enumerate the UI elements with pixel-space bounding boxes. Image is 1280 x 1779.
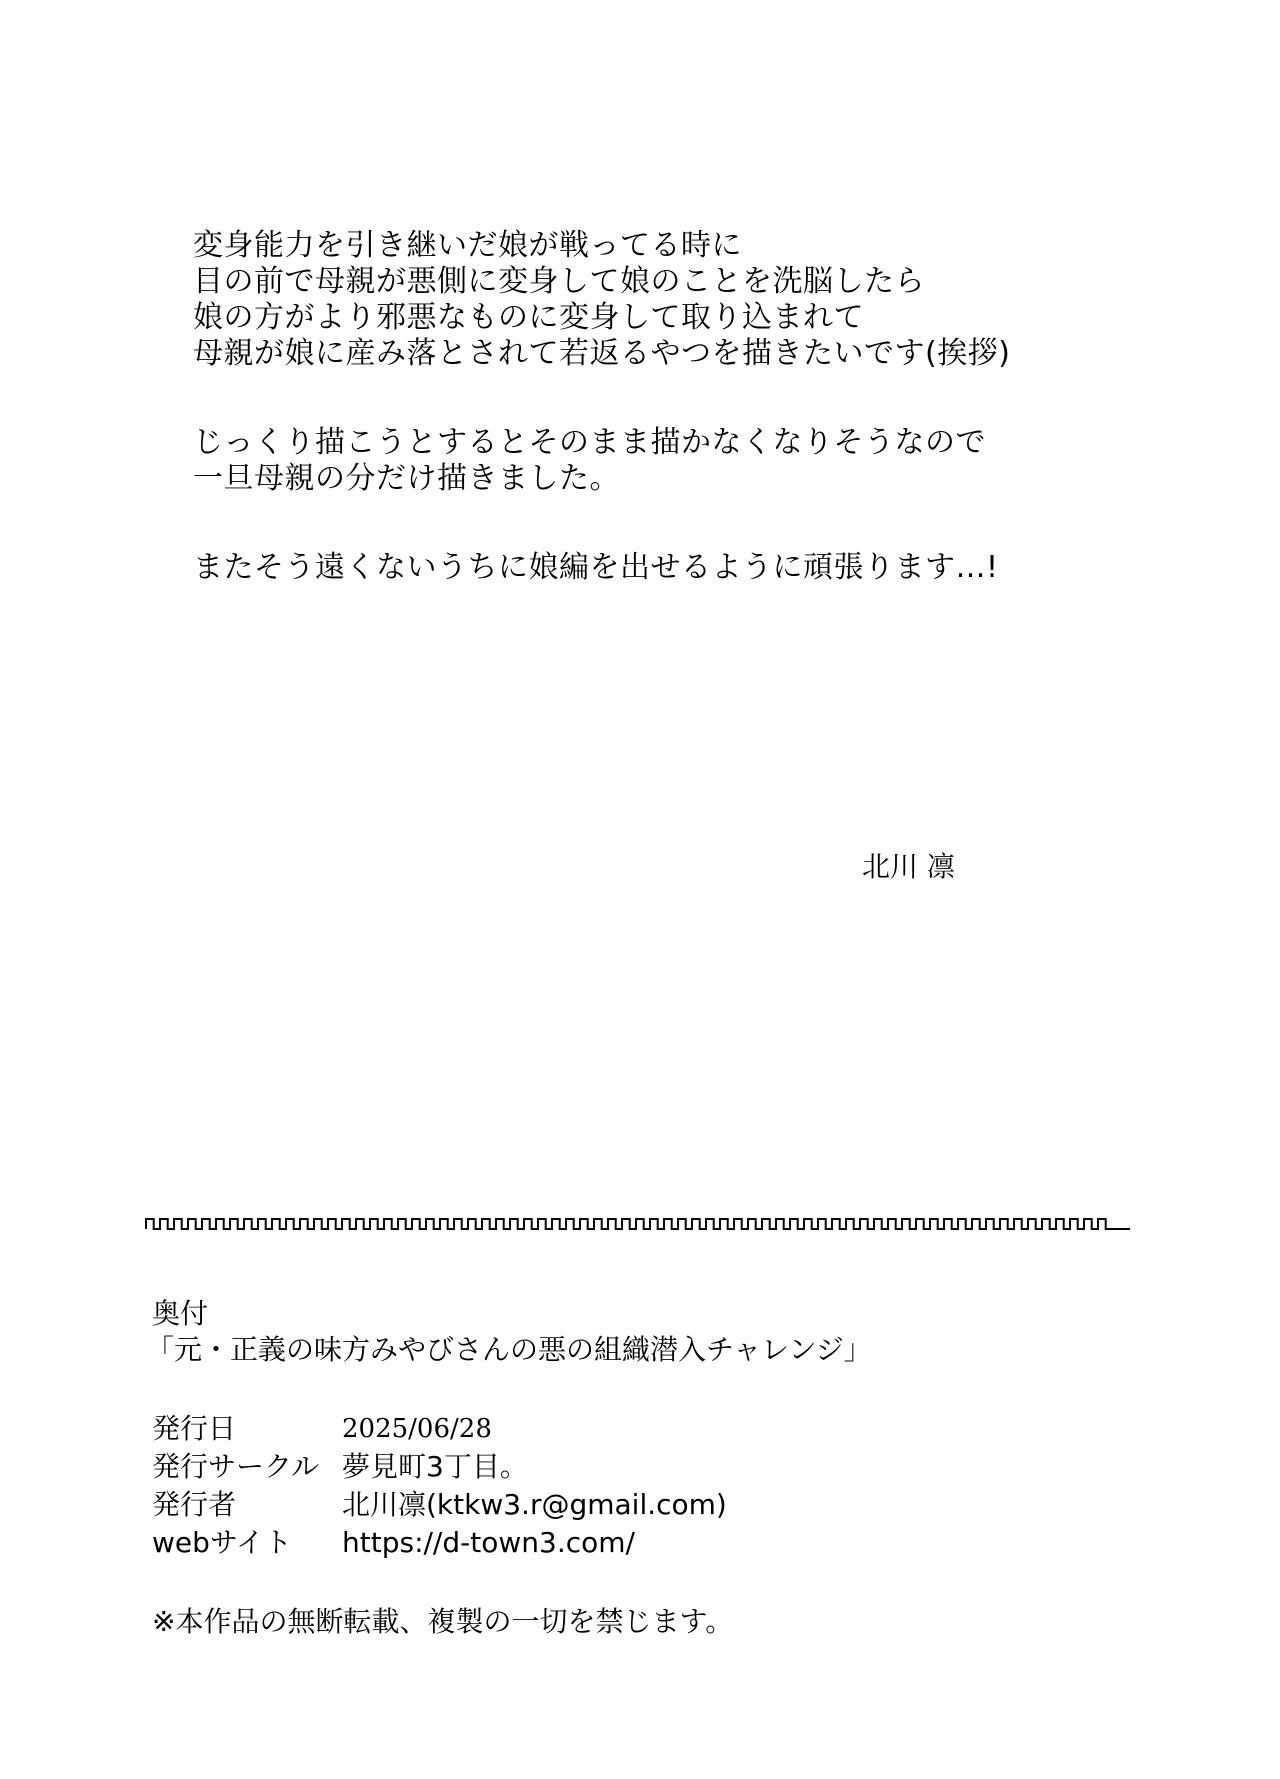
info-row-publisher xyxy=(152,1486,872,1524)
info-label: 発行者 xyxy=(152,1488,237,1521)
afterword-line: 変身能力を引き継いだ娘が戦ってる時に xyxy=(193,228,742,263)
info-value: https://d-town3.com/ xyxy=(342,1526,635,1559)
info-label: webサイト xyxy=(152,1526,292,1559)
afterword-line: 娘の方がより邪悪なものに変身して取り込まれて xyxy=(193,300,864,335)
info-label: 発行サークル xyxy=(152,1450,320,1483)
info-row-circle xyxy=(152,1448,872,1486)
info-row-website xyxy=(152,1524,872,1562)
afterword-line: じっくり描こうとするとそのまま描かなくなりそうなので xyxy=(193,425,986,460)
paragraph-gap xyxy=(193,497,1193,550)
wavy-divider xyxy=(145,1216,1130,1232)
afterword-line: 目の前で母親が悪側に変身して娘のことを洗脳したら xyxy=(193,264,925,299)
book-title: 「元・正義の味方みやびさんの悪の組織潜入チャレンジ」 xyxy=(146,1333,872,1366)
info-value: 2025/06/28 xyxy=(342,1414,492,1444)
afterword-line: 母親が娘に産み落とされて若返るやつを描きたいです(挨拶) xyxy=(193,336,1011,371)
info-value: 夢見町3丁目。 xyxy=(342,1450,528,1483)
info-label: 発行日 xyxy=(152,1412,237,1445)
paragraph-gap xyxy=(193,372,1193,425)
afterword xyxy=(193,228,1193,586)
info-value: 北川凛(ktkw3.r@gmail.com) xyxy=(342,1488,727,1521)
afterword-line: またそう遠くないうちに娘編を出せるように頑張ります…! xyxy=(193,550,999,585)
author-signature: 北川 凛 xyxy=(862,850,955,883)
afterword-line: 一旦母親の分だけ描きました。 xyxy=(193,461,620,496)
colophon-heading: 奥付 xyxy=(152,1297,209,1330)
copyright-notice: ※本作品の無断転載、複製の一切を禁じます。 xyxy=(152,1605,734,1638)
colophon xyxy=(146,1296,872,1640)
info-row-date xyxy=(152,1410,872,1448)
publication-info xyxy=(152,1410,872,1562)
